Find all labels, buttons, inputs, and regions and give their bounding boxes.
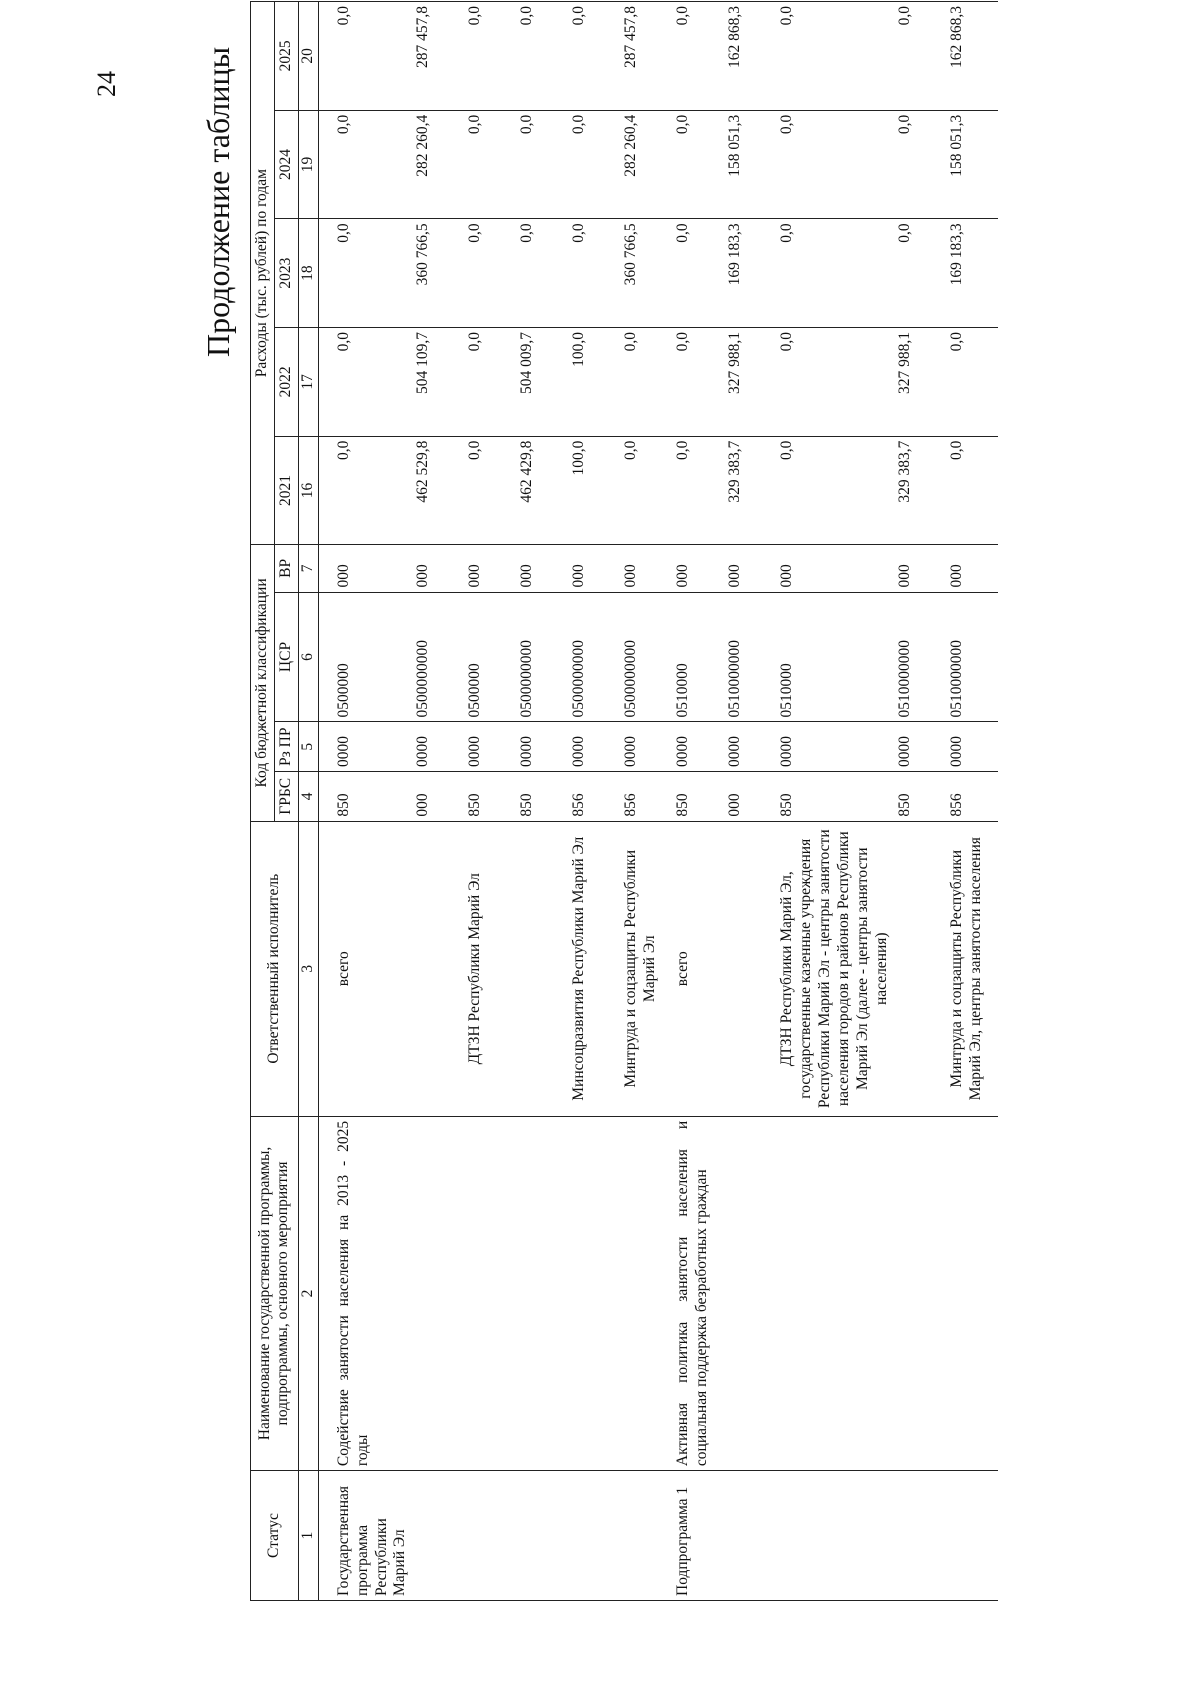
header-year-2023: 2023: [274, 219, 298, 328]
cell-2023: 360 766,5: [412, 219, 464, 328]
cell-2022: 0,0: [946, 327, 998, 436]
header-status: Статус: [251, 1471, 299, 1601]
cell-name: Активная политика занятости населения и социальная поддержка безработных граждан: [672, 1116, 724, 1470]
cell-rzpr: 0000: [894, 722, 946, 772]
cell-csr: 0500000000: [516, 592, 568, 722]
table-row: [333, 2, 413, 1601]
cell-2025: 287 457,8: [412, 2, 464, 111]
cell-grbs: 850: [894, 772, 946, 822]
header-year-2024: 2024: [274, 110, 298, 219]
cell-status: [464, 1471, 516, 1601]
table-row: [412, 2, 464, 1601]
header-name: Наименование государственной программы, подпрограммы, основного мероприятия: [251, 1116, 299, 1470]
cell-2025: 0,0: [464, 2, 516, 111]
column-number: 19: [298, 110, 318, 219]
cell-vr: 000: [333, 545, 413, 592]
cell-rzpr: 0000: [412, 722, 464, 772]
cell-name: [776, 1116, 893, 1470]
cell-grbs: 000: [412, 772, 464, 822]
cell-2025: 0,0: [894, 2, 946, 111]
table-row: [620, 2, 672, 1601]
cell-vr: 000: [946, 545, 998, 592]
cell-2021: 0,0: [464, 436, 516, 545]
cell-2023: 0,0: [894, 219, 946, 328]
table-row: [464, 2, 516, 1601]
cell-2023: 0,0: [333, 219, 413, 328]
cell-vr: 000: [894, 545, 946, 592]
table-row: [724, 2, 776, 1601]
cell-csr: 0500000: [464, 592, 516, 722]
column-number: 7: [298, 545, 318, 592]
cell-2021: 0,0: [620, 436, 672, 545]
cell-executor: всего: [333, 821, 413, 1116]
table-row: [516, 2, 568, 1601]
cell-2025: 162 868,3: [946, 2, 998, 111]
cell-name: [464, 1116, 516, 1470]
cell-2021: 329 383,7: [894, 436, 946, 545]
cell-status: [946, 1471, 998, 1601]
table-body: [318, 2, 998, 1601]
cell-grbs: 850: [672, 772, 724, 822]
column-number: 17: [298, 327, 318, 436]
cell-executor: Минтруда и соцзащиты Республики Марий Эл: [620, 821, 672, 1116]
cell-status: [776, 1471, 893, 1601]
cell-name: [516, 1116, 568, 1470]
cell-executor: [412, 821, 464, 1116]
cell-grbs: 850: [333, 772, 413, 822]
cell-status: [568, 1471, 620, 1601]
cell-name: [894, 1116, 946, 1470]
cell-2024: 0,0: [333, 110, 413, 219]
cell-csr: 0500000000: [568, 592, 620, 722]
cell-executor: Минтруда и соцзащиты Республики Марий Эл, центры занятости населения: [946, 821, 998, 1116]
cell-executor: всего: [672, 821, 724, 1116]
table-row: [776, 2, 893, 1601]
cell-2023: 0,0: [464, 219, 516, 328]
cell-2022: 0,0: [776, 327, 893, 436]
cell-2021: 329 383,7: [724, 436, 776, 545]
cell-2024: 0,0: [464, 110, 516, 219]
cell-csr: 0510000000: [894, 592, 946, 722]
cell-vr: 000: [568, 545, 620, 592]
cell-2024: 0,0: [672, 110, 724, 219]
column-number: 18: [298, 219, 318, 328]
cell-status: [894, 1471, 946, 1601]
cell-status: [516, 1471, 568, 1601]
cell-status: [620, 1471, 672, 1601]
header-executor: Ответственный исполнитель: [251, 821, 299, 1116]
cell-rzpr: 0000: [333, 722, 413, 772]
table-row: [672, 2, 724, 1601]
cell-grbs: 850: [776, 772, 893, 822]
cell-2023: 0,0: [672, 219, 724, 328]
cell-2023: 169 183,3: [946, 219, 998, 328]
cell-2022: 504 009,7: [516, 327, 568, 436]
cell-name: [568, 1116, 620, 1470]
cell-vr: 000: [672, 545, 724, 592]
cell-2022: 327 988,1: [724, 327, 776, 436]
column-number: 20: [298, 2, 318, 111]
cell-2023: 0,0: [776, 219, 893, 328]
page-number: 24: [92, 71, 121, 97]
cell-grbs: 850: [464, 772, 516, 822]
cell-2021: 0,0: [946, 436, 998, 545]
cell-2022: 100,0: [568, 327, 620, 436]
column-number: 3: [298, 821, 318, 1116]
cell-vr: 000: [724, 545, 776, 592]
cell-csr: 0510000000: [946, 592, 998, 722]
header-year-2025: 2025: [274, 2, 298, 111]
cell-status: [724, 1471, 776, 1601]
column-number: 4: [298, 772, 318, 822]
cell-status: [412, 1471, 464, 1601]
cell-2025: 287 457,8: [620, 2, 672, 111]
cell-rzpr: 0000: [724, 722, 776, 772]
cell-2021: 462 529,8: [412, 436, 464, 545]
cell-status: Государственная программа Республики Марий Эл: [333, 1471, 413, 1601]
cell-2025: 0,0: [776, 2, 893, 111]
continuation-label: Продолжение таблицы: [200, 46, 236, 357]
cell-grbs: 000: [724, 772, 776, 822]
cell-2024: 0,0: [516, 110, 568, 219]
cell-2024: 158 051,3: [724, 110, 776, 219]
column-number: 1: [298, 1471, 318, 1601]
header-csr: ЦСР: [274, 592, 298, 722]
cell-csr: 0500000000: [620, 592, 672, 722]
cell-2024: 0,0: [894, 110, 946, 219]
column-number: 5: [298, 722, 318, 772]
cell-executor: [724, 821, 776, 1116]
cell-grbs: 850: [516, 772, 568, 822]
cell-2022: 0,0: [464, 327, 516, 436]
cell-vr: 000: [620, 545, 672, 592]
column-number: 6: [298, 592, 318, 722]
cell-2022: 0,0: [333, 327, 413, 436]
header-grbs: ГРБС: [274, 772, 298, 822]
cell-2024: 282 260,4: [412, 110, 464, 219]
cell-rzpr: 0000: [620, 722, 672, 772]
cell-name: [620, 1116, 672, 1470]
cell-status: Подпрограмма 1: [672, 1471, 724, 1601]
cell-rzpr: 0000: [672, 722, 724, 772]
cell-vr: 000: [516, 545, 568, 592]
cell-executor: [894, 821, 946, 1116]
cell-name: [724, 1116, 776, 1470]
cell-2021: 0,0: [333, 436, 413, 545]
cell-rzpr: 0000: [464, 722, 516, 772]
cell-2022: 327 988,1: [894, 327, 946, 436]
cell-2024: 0,0: [776, 110, 893, 219]
cell-2022: 504 109,7: [412, 327, 464, 436]
cell-2023: 169 183,3: [724, 219, 776, 328]
cell-executor: [516, 821, 568, 1116]
cell-2021: 0,0: [776, 436, 893, 545]
cell-rzpr: 0000: [776, 722, 893, 772]
cell-2021: 100,0: [568, 436, 620, 545]
column-number: 16: [298, 436, 318, 545]
cell-2023: 360 766,5: [620, 219, 672, 328]
cell-csr: 0510000: [776, 592, 893, 722]
cell-2023: 0,0: [516, 219, 568, 328]
cell-name: [412, 1116, 464, 1470]
header-year-2022: 2022: [274, 327, 298, 436]
cell-2022: 0,0: [620, 327, 672, 436]
cell-grbs: 856: [946, 772, 998, 822]
cell-name: Содействие занятости населения на 2013 - 2025 годы: [333, 1116, 413, 1470]
cell-name: [946, 1116, 998, 1470]
column-number: 2: [298, 1116, 318, 1470]
cell-2022: 0,0: [672, 327, 724, 436]
cell-vr: 000: [464, 545, 516, 592]
cell-grbs: 856: [620, 772, 672, 822]
cell-grbs: 856: [568, 772, 620, 822]
header-year-2021: 2021: [274, 436, 298, 545]
cell-csr: 0500000: [333, 592, 413, 722]
cell-csr: 0510000000: [724, 592, 776, 722]
cell-rzpr: 0000: [568, 722, 620, 772]
budget-table: [250, 1, 998, 1601]
cell-2024: 282 260,4: [620, 110, 672, 219]
cell-2025: 0,0: [568, 2, 620, 111]
cell-2024: 0,0: [568, 110, 620, 219]
cell-2025: 0,0: [333, 2, 413, 111]
header-rzpr: Рз ПР: [274, 722, 298, 772]
cell-executor: ДТЗН Республики Марий Эл, государственные казенные учреждения Республики Марий Эл - центры занятости населения городов и районов Республики Марий Эл (далее - центры занятости населения): [776, 821, 893, 1116]
cell-csr: 0500000000: [412, 592, 464, 722]
header-vr: ВР: [274, 545, 298, 592]
cell-vr: 000: [412, 545, 464, 592]
cell-executor: ДТЗН Республики Марий Эл: [464, 821, 516, 1116]
cell-csr: 0510000: [672, 592, 724, 722]
cell-2025: 0,0: [516, 2, 568, 111]
table-row: [568, 2, 620, 1601]
cell-vr: 000: [776, 545, 893, 592]
table-row: [946, 2, 998, 1601]
cell-2025: 0,0: [672, 2, 724, 111]
cell-executor: Минсоцразвития Республики Марий Эл: [568, 821, 620, 1116]
cell-rzpr: 0000: [516, 722, 568, 772]
cell-rzpr: 0000: [946, 722, 998, 772]
header-expenses: Расходы (тыс. рублей) по годам: [251, 2, 275, 545]
table-row: [894, 2, 946, 1601]
cell-2023: 0,0: [568, 219, 620, 328]
cell-2024: 158 051,3: [946, 110, 998, 219]
cell-2021: 462 429,8: [516, 436, 568, 545]
cell-2025: 162 868,3: [724, 2, 776, 111]
cell-2021: 0,0: [672, 436, 724, 545]
header-budget-code: Код бюджетной классификации: [251, 545, 275, 821]
